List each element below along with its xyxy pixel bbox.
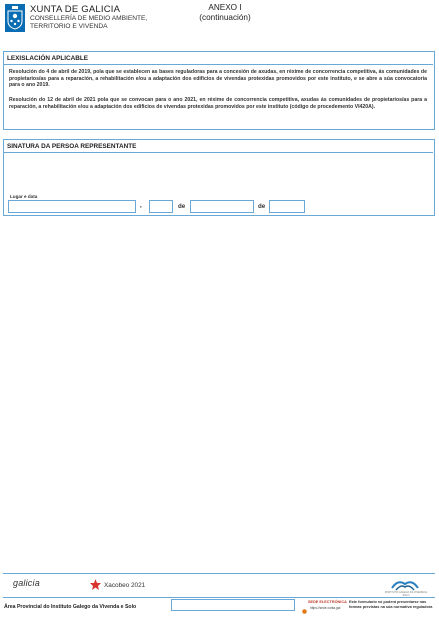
ivs-caption: INSTITUTO GALEGO DA VIVENDA E SOLO	[384, 591, 428, 597]
legislation-paragraph-1: Resolución do 4 de abril de 2019, pola que se establecen as bases reguladoras para a concesión de axudas, en réxime de concorrencia competitiva, ás comunidades de propietarios/as para a reparación, a rehabilitación e/ou a adaptación dos edificios de vivendas protexidas promovidos por este instituto, e se abre a súa convocatoria para o ano 2019.	[9, 69, 427, 89]
org-name: XUNTA DE GALICIA	[30, 4, 121, 15]
xacobeo-logo: Xacobeo 2021	[104, 582, 146, 589]
sede-icon	[302, 601, 307, 619]
sede-url[interactable]: https://sede.xunta.gal	[310, 606, 341, 610]
signature-title: SINATURA DA PERSOA REPRESENTANTE	[7, 143, 137, 150]
department-line-2: TERRITORIO E VIVENDA	[30, 23, 108, 30]
de-label-2: de	[258, 203, 266, 210]
legislation-paragraph-2: Resolución do 12 de abril de 2021 pola que se convocan para o ano 2021, en réxime de concorrencia competitiva, axudas ás comunidades de propietarios/as para a reparación, a rehabilitación e/ou a adaptación dos edificios de vivendas protexidas promovidos por este instituto (código de procedemento VI420A).	[9, 97, 427, 110]
de-label-1: de	[178, 203, 186, 210]
place-date-label: Lugar e data	[10, 194, 38, 199]
place-input[interactable]	[8, 200, 136, 213]
annex-heading	[170, 3, 280, 22]
footer-divider-bottom	[3, 597, 435, 598]
department-name	[30, 15, 147, 31]
legislation-section	[3, 51, 435, 130]
footer-divider-top	[3, 573, 435, 574]
area-input[interactable]	[171, 599, 295, 611]
sede-electronica-link[interactable]: SEDE ELECTRÓNICA	[308, 600, 347, 604]
annex-title: ANEXO I	[208, 3, 242, 12]
department-line-1: CONSELLERÍA DE MEDIO AMBIENTE,	[30, 15, 148, 22]
comma-separator: ,	[140, 202, 142, 209]
xacobeo-icon	[89, 578, 102, 596]
galicia-logo: galicia	[13, 578, 40, 588]
year-input[interactable]	[269, 200, 305, 213]
legislation-title: LEXISLACIÓN APLICABLE	[7, 55, 89, 62]
annex-subtitle: (continuación)	[199, 12, 251, 22]
legislation-divider	[3, 64, 433, 65]
day-input[interactable]	[149, 200, 173, 213]
area-label: Área Provincial do Instituto Galego da Vivenda e Solo	[4, 604, 137, 610]
xunta-shield-icon	[5, 4, 25, 32]
signature-divider	[3, 152, 433, 153]
month-input[interactable]	[190, 200, 254, 213]
form-notice: Este formulario só poderá presentarse nas formas previstas na súa normativa reguladora	[349, 600, 433, 609]
